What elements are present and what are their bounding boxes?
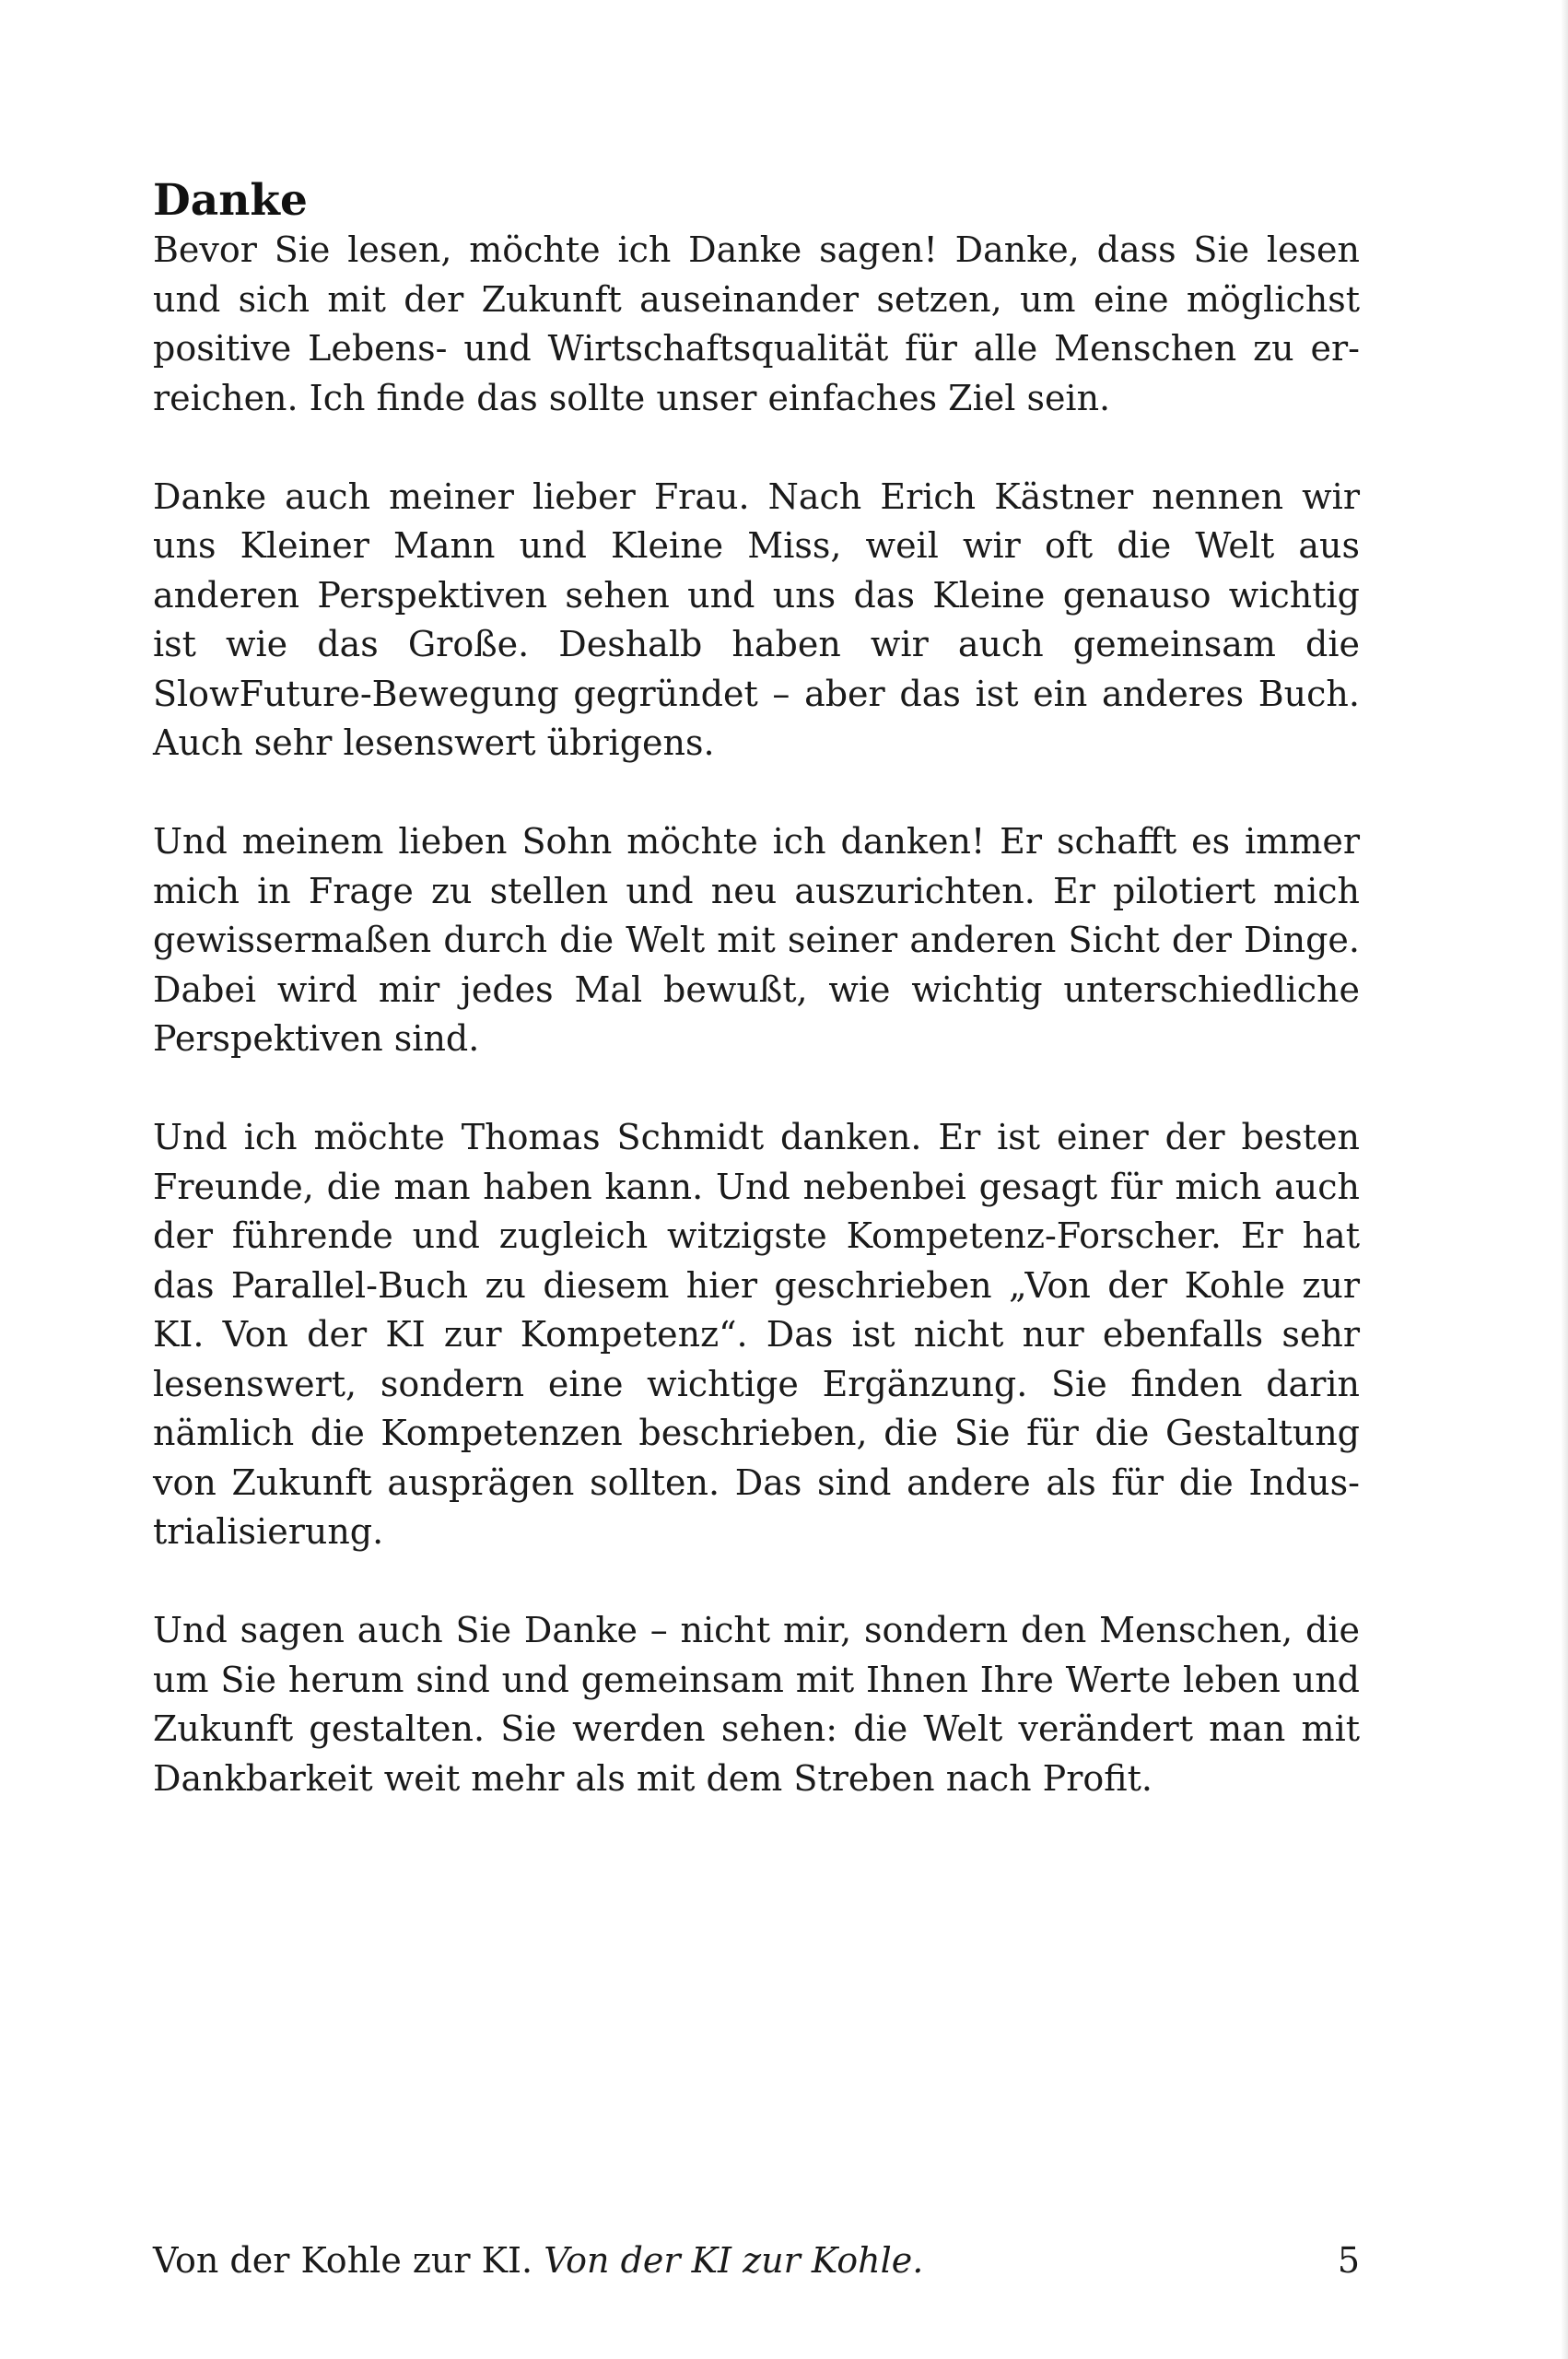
- running-title-regular: Von der Kohle zur KI.: [153, 2240, 533, 2281]
- paragraph-closing: Und sagen auch Sie Danke – nicht mir, sondern den Menschen, die um Sie herum sind und gemeinsam mit Ihnen Ihre Werte leben und Zukunft gestalten. Sie werden sehen: die Welt verändert man mit Dankbarkeit weit mehr als mit dem Streben nach Profit.: [153, 1610, 1360, 1799]
- page-edge-shadow: [1561, 0, 1568, 2359]
- paragraph-thomas-schmidt: Und ich möchte Thomas Schmidt danken. Er ist einer der besten Freunde, die man haben kann. Und nebenbei gesagt für mich auch der führende und zugleich witzigste Kompetenz-Forscher. Er hat das Parallel-Buch zu diesem hier geschrieben „Von der Kohle zur KI. Von der KI zur Kompetenz“. Das ist nicht nur ebenfalls sehr lesenswert, sondern eine wichtige Ergänzung. Sie finden darin nämlich die Kompetenzen beschrieben, die Sie für die Gestaltung von Zukunft ausprägen sollten. Das sind andere als für die Industrialisierung.: [153, 1117, 1360, 1552]
- paragraph-wife: Danke auch meiner lieber Frau. Nach Erich Kästner nennen wir uns Kleiner Mann und Kleine Miss, weil wir oft die Welt aus anderen Perspektiven sehen und uns das Kleine genauso wichtig ist wie das Große. Deshalb haben wir auch gemeinsam die SlowFuture-Bewegung gegründet – aber das ist ein anderes Buch. Auch sehr lesenswert übrigens.: [153, 475, 1360, 763]
- section-heading: Danke: [153, 175, 308, 226]
- page-number: 5: [1337, 2240, 1360, 2281]
- running-title-italic: Von der KI zur Kohle.: [544, 2240, 924, 2281]
- running-title: [153, 2237, 923, 2283]
- page-footer: [153, 2237, 1360, 2283]
- page-body: [153, 175, 1360, 1803]
- paragraph-intro: Bevor Sie lesen, möchte ich Danke sagen! Danke, dass Sie lesen und sich mit der Zukunft auseinander setzen, um eine möglichst positive Lebens- und Wirtschaftsqualität für alle Menschen zu erreichen. Ich finde das sollte unser einfaches Ziel sein.: [153, 229, 1360, 418]
- paragraph-son: Und meinem lieben Sohn möchte ich danken! Er schafft es immer mich in Frage zu stellen und neu auszurichten. Er pilotiert mich gewissermaßen durch die Welt mit seiner anderen Sicht der Dinge. Dabei wird mir jedes Mal bewußt, wie wichtig unterschiedliche Perspektiven sind.: [153, 821, 1360, 1059]
